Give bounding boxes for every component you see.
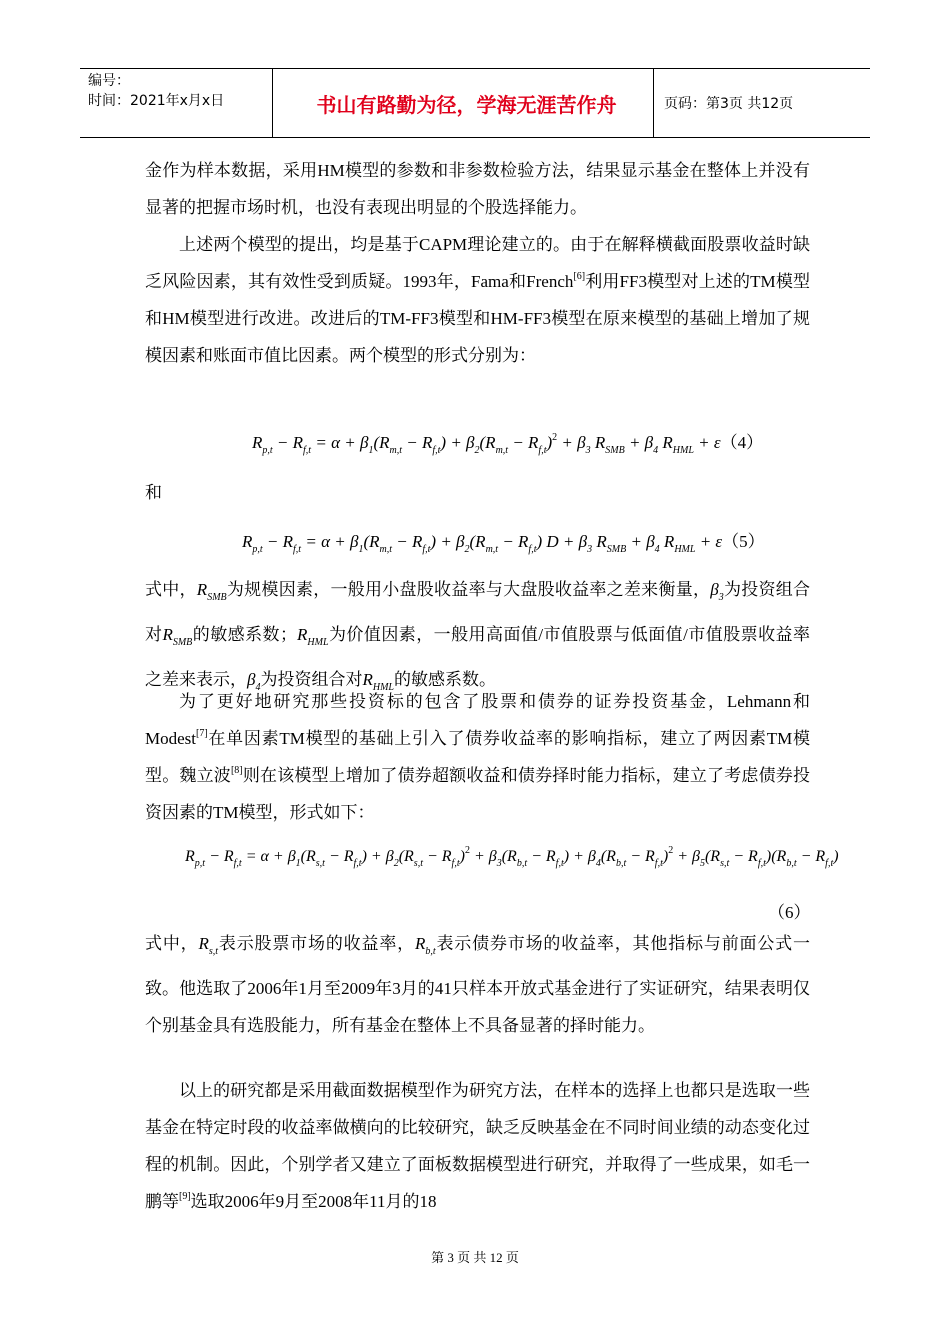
text-run: 选取2006年9月至2008年11月的18 [190, 1192, 437, 1211]
paragraph-1 [145, 152, 810, 226]
text-run: 在单因素TM模型的基础上引入了债券收益率的影响指标，建立了两因素TM模型。魏立波 [145, 729, 810, 785]
page-footer: 第 3 页 共 12 页 [431, 1250, 519, 1265]
header-divider [653, 69, 654, 137]
citation-9: [9] [179, 1191, 191, 1202]
text-run: 利用FF3模型对上述的TM模型和HM模型进行改进。改进后的TM-FF3模型和HM-FF3模型在原来模型的基础上增加了规模因素和账面市值比因素。两个模型的形式分别为： [145, 272, 810, 365]
text-run: 为投资组合对 [260, 670, 363, 689]
paragraph-2 [145, 226, 810, 374]
paragraph-4 [145, 683, 810, 831]
math-symbol: $R_{b,t}$ [414, 934, 436, 957]
text-run: 的敏感系数。 [393, 670, 496, 689]
math-symbol: $R_{SMB}$ [196, 580, 227, 603]
text-run: 表示股票市场的收益率， [218, 934, 415, 953]
paragraph-text: 金作为样本数据，采用HM模型的参数和非参数检验方法，结果显示基金在整体上并没有显著的把握市场时机，也没有表现出明显的个股选择能力。 [145, 161, 810, 217]
math-symbol: $\beta_3$ [710, 580, 724, 603]
text-run: 式中， [145, 580, 197, 599]
paragraph-5 [145, 925, 810, 1044]
math-symbol: $R_{HML}$ [362, 670, 394, 693]
math-symbol: $\beta_4$ [247, 670, 261, 693]
paragraph-text: 和 [145, 483, 162, 502]
document-number-label: 编号： [88, 73, 130, 89]
header-page-info: 页码：第3页 共12页 [664, 96, 794, 112]
equation-number-6: （6） [768, 903, 811, 922]
paragraph-text [145, 683, 810, 831]
text-run: 以上的研究都是采用截面数据模型作为研究方法，在样本的选择上也都只是选取一些基金在特定时段的收益率做横向的比较研究，缺乏反映基金在不同时间业绩的动态变化过程的机制。因此，个别学者又建立了面板数据模型进行研究，并取得了一些成果，如毛一鹏等 [145, 1081, 810, 1211]
text-run: 表示债券市场的收益率，其他指标与前面公式一致。他选取了2006年1月至2009年3月的41只样本开放式基金进行了实证研究，结果表明仅个别基金具有选股能力，所有基金在整体上不具备显著的择时能力。 [145, 934, 811, 1035]
paragraph-6 [145, 1072, 810, 1220]
text-run: 则在该模型上增加了债券超额收益和债券择时能力指标，建立了考虑债券投资因素的TM模型，形式如下： [145, 766, 811, 822]
text-run: 为规模因素，一般用小盘股收益率与大盘股收益率之差来衡量， [226, 580, 711, 599]
text-run: 为价值因素，一般用高面值/市值股票与低面值/市值股票收益率之差来表示， [145, 625, 811, 689]
document-time-label: 时间：2021年x月x日 [88, 93, 225, 109]
text-run: 式中， [145, 934, 199, 953]
math-symbol: $R_{HML}$ [297, 625, 329, 648]
text-run: 为投资组合对 [145, 580, 811, 644]
citation-8: [8] [230, 765, 243, 776]
equation-number: （5） [722, 532, 765, 551]
equation-5: $R_{p,t} - R_{f,t} = \alpha + \beta_1(R_{m,t} - R_{f,t}) + \beta_2(R_{m,t} - R_{f,t}) D + \beta_3$ $R_{SMB} + \beta_4$ $R_{HML} + \varepsilon(5)$ [242, 532, 765, 555]
paragraph-text [145, 1072, 810, 1220]
text-run: 为了更好地研究那些投资标的包含了股票和债券的证券投资基金，Lehmann和Modest [145, 692, 810, 748]
equation-number: （4） [720, 433, 764, 452]
citation-6: [6] [573, 271, 586, 282]
header-divider [272, 69, 273, 137]
text-run: 的敏感系数； [192, 625, 297, 644]
text-run: 上述两个模型的提出，均是基于CAPM理论建立的。由于在解释横截面股票收益时缺乏风险因素，其有效性受到质疑。1993年，Fama和French [145, 235, 810, 291]
header-motto: 书山有路勤为径，学海无涯苦作舟 [316, 92, 617, 117]
equation-6: $R_{p,t} - R_{f,t} = \alpha + \beta_1(R_{s,t} - R_{f,t}) + \beta_2(R_{s,t} - R_{f,t})^2 + \beta_3(R_{b,t} - R_{f,t}) + \beta_4(R_{b,t} - R_{f,t})^2 + \beta_5(R_{s,t} - R_{f,t})(R_{b,t} - R_{f,t})$ [185, 845, 839, 869]
connector-word [145, 474, 810, 511]
paragraph-text [145, 226, 810, 374]
citation-7: [7] [196, 728, 208, 739]
header-meta [88, 71, 224, 111]
paragraph-text [145, 925, 810, 1044]
page-header [80, 68, 870, 138]
equation-4: $R_{p,t} - R_{f,t} = \alpha + \beta_1(R_{m,t} - R_{f,t}) + \beta_2(R_{m,t} - R_{f,t})^2 + \beta_3$ $R_{SMB} + \beta_4$ $R_{HML} + \varepsilon(4)$ [252, 432, 764, 456]
math-symbol: $R_{SMB}$ [162, 625, 193, 648]
math-symbol: $R_{s,t}$ [198, 934, 219, 957]
